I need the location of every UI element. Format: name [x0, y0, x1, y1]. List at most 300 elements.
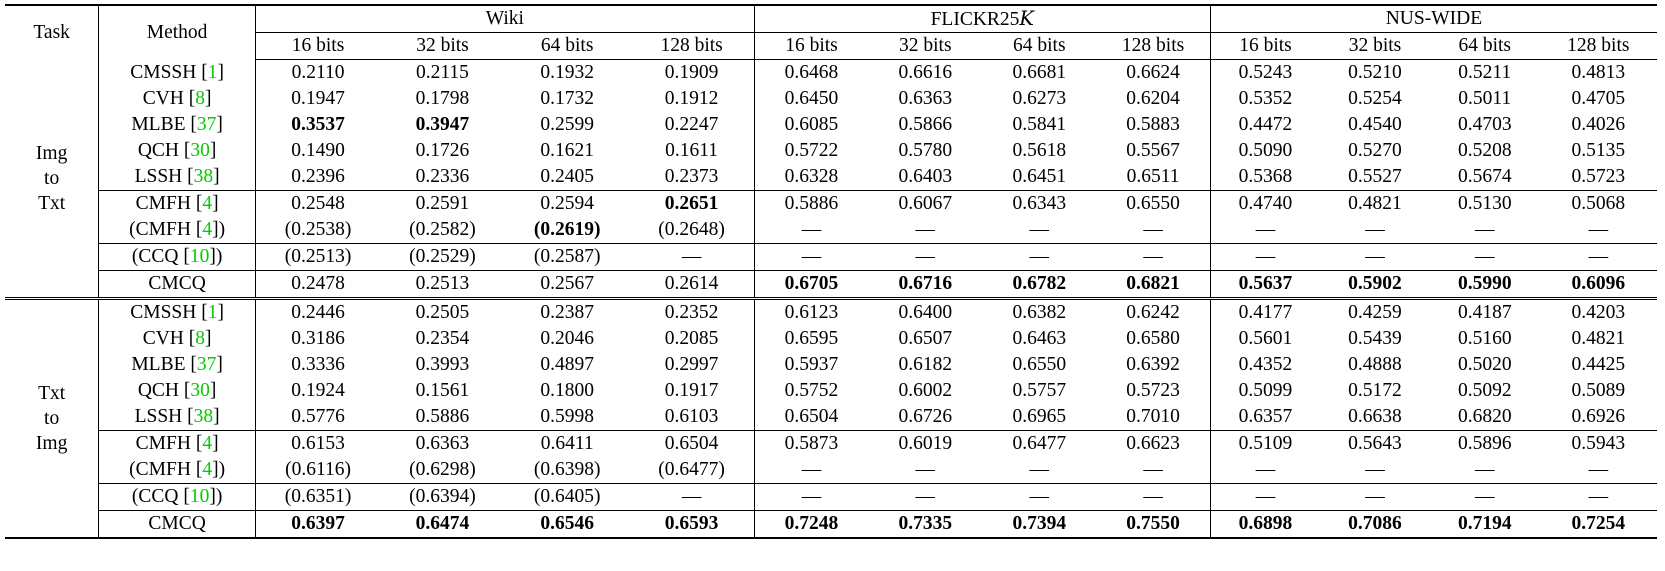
table-row	[5, 271, 1657, 299]
value-cell: 0.1726	[415, 140, 470, 161]
value-cell: 0.4425	[1571, 354, 1626, 375]
value-cell: 0.6820	[1457, 406, 1512, 427]
value-cell: (0.6116)	[285, 459, 351, 480]
value-cell: —	[915, 219, 936, 240]
value-cell: —	[754, 244, 868, 271]
value-cell: 0.5099	[1238, 380, 1293, 401]
method-cell: (CCQ [10])	[99, 244, 256, 271]
value-cell: —	[630, 484, 755, 511]
header-bits-1-3: 128 bits	[1096, 33, 1210, 60]
value-cell: 0.5674	[1457, 166, 1512, 187]
value-cell: (0.2587)	[505, 244, 630, 271]
table-row	[5, 191, 1657, 218]
table-row	[5, 457, 1657, 484]
value-cell: 0.6343	[982, 191, 1096, 218]
task-label-line: Txt	[38, 192, 66, 214]
value-cell: 0.2567	[505, 271, 630, 299]
value-cell: —	[1029, 219, 1050, 240]
header-task: Task	[5, 5, 99, 60]
value-cell: (0.2529)	[380, 244, 505, 271]
value-cell: —	[1210, 244, 1320, 271]
value-cell: 0.3336	[291, 354, 345, 375]
value-cell: —	[1255, 219, 1276, 240]
value-cell: 0.2651	[630, 191, 755, 218]
value-cell: 0.5886	[415, 406, 470, 427]
value-cell: 0.5089	[1571, 380, 1626, 401]
value-cell: 0.2599	[540, 114, 594, 135]
value-cell: (0.2582)	[409, 219, 476, 240]
value-cell: 0.2594	[505, 191, 630, 218]
value-cell: —	[1588, 459, 1609, 480]
value-cell: 0.5130	[1430, 191, 1540, 218]
value-cell: —	[1365, 219, 1385, 240]
method-name: LSSH	[134, 406, 183, 427]
header-dataset-flickr	[754, 5, 1210, 33]
value-cell: 0.7248	[754, 511, 868, 539]
method-name: MLBE	[131, 354, 186, 375]
value-cell: —	[1430, 484, 1540, 511]
value-cell: 0.5776	[291, 406, 345, 427]
citation-link[interactable]: 10	[189, 486, 210, 507]
value-cell: 0.6593	[630, 511, 755, 539]
value-cell: 0.2387	[505, 299, 630, 327]
header-bits-0-1: 32 bits	[380, 33, 505, 60]
value-cell: 0.1732	[540, 88, 594, 109]
value-cell: 0.6681	[1012, 62, 1067, 83]
value-cell: 0.6638	[1348, 406, 1402, 427]
header-dataset-flickr-label: FLICKR25	[930, 8, 1020, 30]
value-cell: (0.6394)	[380, 484, 505, 511]
value-cell: 0.5886	[754, 191, 868, 218]
citation-link[interactable]: 10	[189, 246, 210, 267]
header-row-datasets	[5, 5, 1657, 33]
citation-link[interactable]: 37	[196, 114, 217, 135]
value-cell: 0.1621	[540, 140, 594, 161]
value-cell: 0.5998	[540, 406, 594, 427]
value-cell: 0.6477	[982, 431, 1096, 458]
value-cell: 0.6550	[1012, 354, 1067, 375]
value-cell: 0.6182	[898, 354, 953, 375]
value-cell: 0.6096	[1540, 271, 1657, 299]
method-name: CCQ	[138, 486, 179, 507]
citation-link[interactable]: 38	[193, 406, 214, 427]
header-bits-1-0: 16 bits	[754, 33, 868, 60]
value-cell: 0.1561	[415, 380, 470, 401]
citation-link[interactable]: 8	[195, 88, 205, 109]
value-cell: 0.1917	[630, 378, 755, 404]
method-cell: (CMFH [4])	[99, 457, 256, 484]
value-cell: 0.4259	[1320, 299, 1430, 327]
value-cell: 0.6468	[784, 62, 839, 83]
value-cell: —	[801, 219, 822, 240]
value-cell: 0.5601	[1238, 328, 1293, 349]
method-cell: QCH [30]	[99, 378, 256, 404]
value-cell: —	[1475, 219, 1495, 240]
header-bits-1-2: 64 bits	[982, 33, 1096, 60]
value-cell: 0.2478	[255, 271, 380, 299]
value-cell: 0.4187	[1430, 299, 1540, 327]
table-row	[5, 511, 1657, 539]
value-cell: 0.6357	[1238, 406, 1293, 427]
value-cell: 0.2247	[630, 112, 755, 138]
value-cell: 0.6085	[784, 114, 839, 135]
value-cell: 0.5990	[1430, 271, 1540, 299]
value-cell: —	[1096, 457, 1210, 484]
value-cell: —	[982, 484, 1096, 511]
value-cell: (0.6398)	[533, 459, 601, 480]
value-cell: 0.3947	[415, 114, 470, 135]
method-cell	[99, 271, 256, 299]
value-cell: 0.6898	[1210, 511, 1320, 539]
table-row	[5, 484, 1657, 511]
value-cell: 0.6616	[898, 62, 953, 83]
value-cell: 0.1800	[540, 380, 594, 401]
citation-link[interactable]: 38	[193, 166, 214, 187]
task-label-line: Img	[35, 433, 68, 454]
header-bits-0-2: 64 bits	[505, 33, 630, 60]
value-cell: 0.6451	[1012, 166, 1067, 187]
value-cell: 0.2115	[416, 62, 469, 83]
value-cell: 0.1932	[540, 62, 594, 83]
value-cell: 0.2373	[630, 164, 755, 191]
value-cell: 0.6550	[1096, 191, 1210, 218]
value-cell: 0.4888	[1348, 354, 1402, 375]
method-name: CMCQ	[148, 273, 206, 294]
value-cell: 0.5896	[1430, 431, 1540, 458]
value-cell: 0.4897	[540, 354, 594, 375]
value-cell: 0.4703	[1457, 114, 1512, 135]
citation-link[interactable]: 1	[207, 302, 218, 323]
value-cell: —	[1540, 244, 1657, 271]
task-label	[5, 60, 99, 299]
method-cell: CVH [8]	[99, 86, 256, 112]
value-cell: 0.2505	[380, 299, 505, 327]
value-cell: 0.4821	[1320, 191, 1430, 218]
method-cell: CMFH [4]	[99, 431, 256, 458]
value-cell: 0.5883	[1096, 112, 1210, 138]
value-cell: 0.5937	[784, 354, 839, 375]
method-cell: CMSSH [1]	[99, 299, 256, 327]
value-cell: 0.5254	[1348, 88, 1402, 109]
value-cell: 0.6363	[380, 431, 505, 458]
value-cell: —	[1475, 459, 1495, 480]
header-dataset-wiki: Wiki	[255, 5, 754, 33]
citation-link[interactable]: 4	[202, 219, 213, 240]
value-cell: 0.5135	[1571, 140, 1626, 161]
method-name: CMFH	[135, 459, 191, 480]
value-cell: —	[1588, 219, 1609, 240]
value-cell: 0.7254	[1540, 511, 1657, 539]
value-cell: —	[982, 244, 1096, 271]
method-name: CMSSH	[130, 61, 197, 83]
method-cell: LSSH [38]	[99, 404, 256, 431]
header-dataset-flickr-suffix: K	[1019, 6, 1034, 30]
value-cell: 0.3993	[415, 354, 470, 375]
value-cell: (0.6477)	[630, 457, 755, 484]
value-cell: 0.5092	[1457, 380, 1512, 401]
value-cell: 0.5270	[1348, 140, 1402, 161]
method-name: CVH	[142, 328, 184, 349]
value-cell: 0.1909	[630, 60, 755, 87]
value-cell: 0.2446	[255, 299, 380, 327]
value-cell: (0.2619)	[533, 219, 601, 240]
value-cell: 0.2085	[630, 326, 755, 352]
method-cell: QCH [30]	[99, 138, 256, 164]
value-cell: 0.2110	[291, 62, 345, 83]
value-cell: 0.2614	[630, 271, 755, 299]
value-cell: 0.5943	[1540, 431, 1657, 458]
value-cell: 0.2354	[415, 328, 470, 349]
value-cell: 0.4813	[1571, 62, 1626, 83]
method-name: QCH	[137, 140, 179, 161]
value-cell: 0.1490	[291, 140, 345, 161]
method-cell: MLBE [37]	[99, 352, 256, 378]
value-cell: 0.6511	[1096, 164, 1210, 191]
method-cell: CMSSH [1]	[99, 60, 256, 87]
value-cell: 0.5866	[898, 114, 953, 135]
value-cell: 0.5567	[1096, 138, 1210, 164]
table-row	[5, 352, 1657, 378]
table-row	[5, 138, 1657, 164]
value-cell: 0.4821	[1571, 328, 1626, 349]
method-name: CCQ	[138, 246, 179, 267]
value-cell: 0.6153	[255, 431, 380, 458]
value-cell: 0.6103	[630, 404, 755, 431]
value-cell: 0.5723	[1096, 378, 1210, 404]
task-label-line: to	[44, 167, 60, 189]
value-cell: 0.7335	[868, 511, 982, 539]
value-cell: —	[754, 484, 868, 511]
table-row	[5, 431, 1657, 458]
method-name: CMSSH	[130, 302, 197, 323]
value-cell: 0.6623	[1096, 431, 1210, 458]
value-cell: 0.5020	[1457, 354, 1512, 375]
value-cell: —	[1255, 459, 1276, 480]
value-cell: (0.2513)	[255, 244, 380, 271]
value-cell: —	[915, 459, 936, 480]
value-cell: 0.5160	[1457, 328, 1512, 349]
method-name: CVH	[142, 88, 184, 109]
header-method: Method	[99, 5, 256, 60]
header-bits-0-3: 128 bits	[630, 33, 755, 60]
value-cell: 0.5011	[1458, 88, 1512, 109]
value-cell: 0.2405	[540, 166, 594, 187]
value-cell: 0.4472	[1238, 114, 1293, 135]
value-cell: 0.6204	[1096, 86, 1210, 112]
value-cell: 0.5723	[1571, 166, 1626, 187]
table-row	[5, 60, 1657, 87]
value-cell: —	[1430, 244, 1540, 271]
value-cell: 0.6397	[255, 511, 380, 539]
value-cell: 0.4352	[1238, 354, 1293, 375]
method-cell	[99, 511, 256, 539]
value-cell: —	[1029, 459, 1050, 480]
value-cell: 0.5243	[1238, 62, 1293, 83]
citation-link[interactable]: 8	[195, 328, 205, 349]
value-cell: 0.6403	[898, 166, 953, 187]
value-cell: —	[1540, 484, 1657, 511]
value-cell: 0.6067	[868, 191, 982, 218]
value-cell: 0.5752	[784, 380, 839, 401]
value-cell: (0.6298)	[409, 459, 476, 480]
value-cell: 0.6273	[1012, 88, 1067, 109]
value-cell: 0.6782	[982, 271, 1096, 299]
value-cell: 0.4203	[1540, 299, 1657, 327]
results-table	[5, 4, 1657, 539]
table-row	[5, 299, 1657, 327]
value-cell: 0.2548	[255, 191, 380, 218]
value-cell: 0.6504	[784, 406, 839, 427]
value-cell: 0.7086	[1320, 511, 1430, 539]
method-name: MLBE	[131, 114, 186, 135]
value-cell: —	[801, 459, 822, 480]
value-cell: 0.5210	[1348, 62, 1402, 83]
value-cell: 0.5352	[1238, 88, 1293, 109]
value-cell: 0.6926	[1571, 406, 1626, 427]
value-cell: 0.6392	[1096, 352, 1210, 378]
value-cell: —	[1365, 459, 1385, 480]
method-name: CMFH	[135, 433, 191, 454]
value-cell: 0.2997	[630, 352, 755, 378]
value-cell: 0.5211	[1458, 62, 1512, 83]
value-cell: 0.6580	[1096, 326, 1210, 352]
value-cell: 0.5757	[1012, 380, 1067, 401]
value-cell: 0.6400	[868, 299, 982, 327]
value-cell: 0.6328	[784, 166, 839, 187]
value-cell: 0.6965	[1012, 406, 1067, 427]
header-bits-2-3: 128 bits	[1540, 33, 1657, 60]
value-cell: 0.6821	[1096, 271, 1210, 299]
table-row	[5, 326, 1657, 352]
value-cell: 0.4177	[1210, 299, 1320, 327]
value-cell: 0.6504	[630, 431, 755, 458]
value-cell: 0.2513	[380, 271, 505, 299]
method-name: CMFH	[135, 193, 191, 214]
header-dataset-nuswide: NUS-WIDE	[1210, 5, 1657, 33]
value-cell: —	[1320, 484, 1430, 511]
value-cell: 0.4705	[1571, 88, 1626, 109]
value-cell: —	[1210, 484, 1320, 511]
value-cell: 0.2046	[540, 328, 594, 349]
value-cell: 0.5068	[1540, 191, 1657, 218]
citation-link[interactable]: 4	[202, 459, 213, 480]
method-cell: LSSH [38]	[99, 164, 256, 191]
results-body	[5, 60, 1657, 539]
value-cell: 0.5090	[1238, 140, 1293, 161]
value-cell: 0.2591	[380, 191, 505, 218]
results-table-container	[5, 4, 1657, 539]
value-cell: 0.1798	[415, 88, 470, 109]
task-label-line: Img	[35, 142, 68, 164]
value-cell: 0.5527	[1348, 166, 1402, 187]
value-cell: 0.6019	[868, 431, 982, 458]
header-bits-2-1: 32 bits	[1320, 33, 1430, 60]
value-cell: 0.5208	[1457, 140, 1512, 161]
value-cell: 0.5618	[1012, 140, 1067, 161]
value-cell: —	[1096, 217, 1210, 244]
value-cell: 0.5172	[1348, 380, 1402, 401]
value-cell: 0.6411	[505, 431, 630, 458]
value-cell: 0.6624	[1096, 60, 1210, 87]
value-cell: 0.5439	[1348, 328, 1402, 349]
value-cell: 0.6595	[784, 328, 839, 349]
value-cell: 0.5109	[1210, 431, 1320, 458]
table-row	[5, 164, 1657, 191]
table-row	[5, 112, 1657, 138]
value-cell: 0.5902	[1320, 271, 1430, 299]
value-cell: 0.1924	[291, 380, 345, 401]
value-cell: (0.6405)	[505, 484, 630, 511]
value-cell: 0.6546	[505, 511, 630, 539]
value-cell: 0.7550	[1096, 511, 1210, 539]
value-cell: 0.6507	[898, 328, 953, 349]
value-cell: 0.6123	[754, 299, 868, 327]
value-cell: 0.7194	[1430, 511, 1540, 539]
value-cell: 0.6463	[1012, 328, 1067, 349]
value-cell: —	[1320, 244, 1430, 271]
value-cell: 0.6382	[982, 299, 1096, 327]
value-cell: 0.7010	[1096, 404, 1210, 431]
citation-link[interactable]: 4	[202, 193, 213, 214]
value-cell: (0.2648)	[630, 217, 755, 244]
value-cell: 0.5873	[754, 431, 868, 458]
table-row	[5, 378, 1657, 404]
value-cell: 0.6705	[754, 271, 868, 299]
value-cell: 0.1947	[291, 88, 345, 109]
header-bits-2-2: 64 bits	[1430, 33, 1540, 60]
value-cell: 0.3537	[291, 114, 345, 135]
table-row	[5, 217, 1657, 244]
value-cell: 0.5780	[898, 140, 953, 161]
task-label-line: to	[44, 408, 60, 429]
value-cell: —	[1096, 244, 1210, 271]
citation-link[interactable]: 37	[196, 354, 217, 375]
value-cell: 0.2396	[291, 166, 345, 187]
header-bits-1-1: 32 bits	[868, 33, 982, 60]
value-cell: 0.5637	[1210, 271, 1320, 299]
value-cell: 0.2352	[630, 299, 755, 327]
value-cell: 0.6450	[784, 88, 839, 109]
value-cell: 0.5841	[1012, 114, 1067, 135]
value-cell: —	[868, 244, 982, 271]
method-cell: (CCQ [10])	[99, 484, 256, 511]
method-cell: CMFH [4]	[99, 191, 256, 218]
value-cell: (0.6351)	[255, 484, 380, 511]
header-bits-2-0: 16 bits	[1210, 33, 1320, 60]
value-cell: 0.6726	[898, 406, 953, 427]
value-cell: 0.1611	[630, 138, 755, 164]
value-cell: 0.6242	[1096, 299, 1210, 327]
value-cell: 0.4026	[1571, 114, 1626, 135]
method-name: QCH	[137, 380, 179, 401]
method-name: CMCQ	[148, 513, 206, 534]
value-cell: —	[1096, 484, 1210, 511]
citation-link[interactable]: 1	[207, 61, 218, 83]
value-cell: 0.3186	[291, 328, 345, 349]
value-cell: —	[868, 484, 982, 511]
header-bits-0-0: 16 bits	[255, 33, 380, 60]
citation-link[interactable]: 30	[190, 140, 210, 161]
citation-link[interactable]: 4	[202, 433, 213, 454]
value-cell: 0.6363	[898, 88, 953, 109]
value-cell: 0.5368	[1238, 166, 1293, 187]
method-name: CMFH	[135, 219, 191, 240]
task-label	[5, 299, 99, 539]
citation-link[interactable]: 30	[190, 380, 210, 401]
value-cell: 0.6474	[380, 511, 505, 539]
task-label-line: Txt	[38, 383, 66, 404]
value-cell: 0.6716	[868, 271, 982, 299]
